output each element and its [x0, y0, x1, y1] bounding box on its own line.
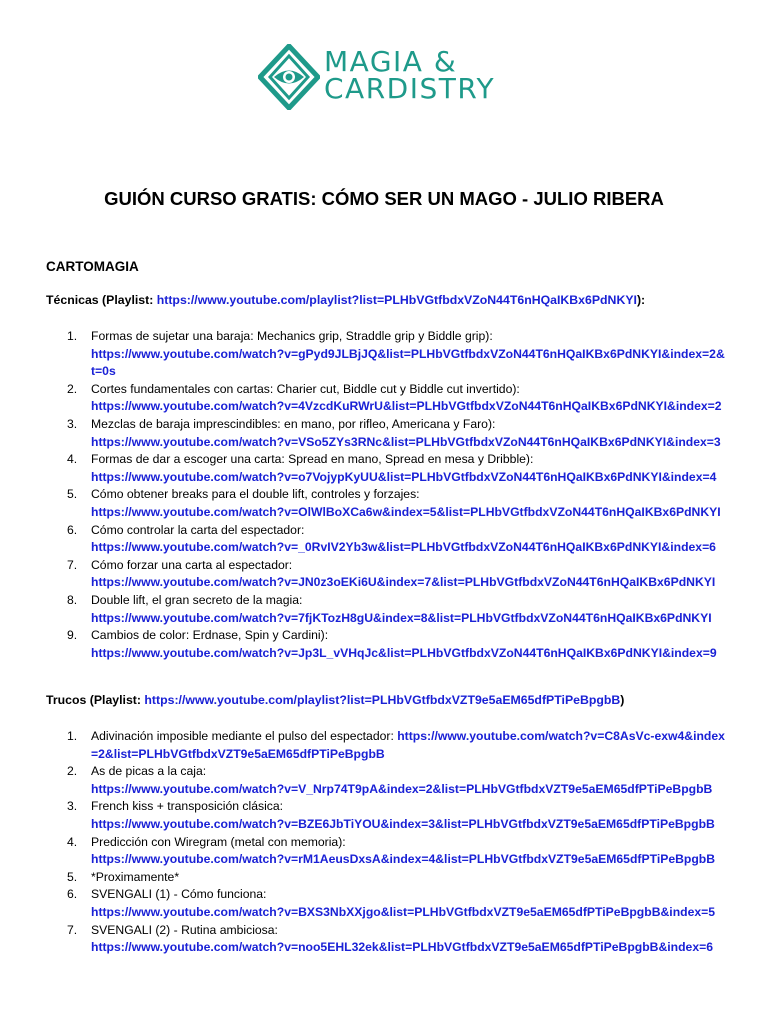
- video-link[interactable]: https://www.youtube.com/watch?v=4VzcdKuRWrU&list=PLHbVGtfbdxVZoN44T6nHQaIKBx6PdNKYI&index=2: [91, 399, 722, 414]
- list-item: [0, 592, 726, 627]
- document-title: GUIÓN CURSO GRATIS: CÓMO SER UN MAGO - JULIO RIBERA: [104, 188, 664, 209]
- list-item-text: Formas de dar a escoger una carta: Spread en mano, Spread en mesa y Dribble):: [91, 452, 534, 467]
- list-item-number: 5.: [67, 487, 78, 502]
- list-item-number: 2.: [67, 764, 78, 779]
- video-link[interactable]: https://www.youtube.com/watch?v=V_Nrp74T9pA&index=2&list=PLHbVGtfbdxVZT9e5aEM65dfPTiPeBpgbB: [91, 781, 713, 796]
- trucos-playlist-link[interactable]: https://www.youtube.com/playlist?list=PLHbVGtfbdxVZT9e5aEM65dfPTiPeBpgbB: [144, 693, 621, 707]
- logo-line-2: CARDISTRY: [324, 72, 496, 105]
- list-item-text: *Proximamente*: [91, 869, 180, 884]
- logo: [258, 44, 496, 110]
- list-item-number: 4.: [67, 452, 78, 467]
- video-link[interactable]: https://www.youtube.com/watch?v=o7VojypKyUU&list=PLHbVGtfbdxVZoN44T6nHQaIKBx6PdNKYI&index=4: [91, 469, 717, 484]
- video-link[interactable]: https://www.youtube.com/watch?v=JN0z3oEKi6U&index=7&list=PLHbVGtfbdxVZoN44T6nHQaIKBx6PdNKYI: [91, 575, 716, 590]
- list-item-text: Predicción con Wiregram (metal con memoria):: [91, 834, 346, 849]
- video-link[interactable]: https://www.youtube.com/watch?v=OlWlBoXCa6w&index=5&list=PLHbVGtfbdxVZoN44T6nHQaIKBx6PdNKYI: [91, 504, 721, 519]
- trucos-close: ): [620, 693, 625, 707]
- list-item-number: 3.: [67, 416, 78, 431]
- list-item-text: Double lift, el gran secreto de la magia:: [91, 592, 303, 607]
- list-item-text: Cómo forzar una carta al espectador:: [91, 557, 293, 572]
- list-item: [0, 834, 726, 869]
- eye-diamond-icon: [258, 44, 320, 110]
- tecnicas-heading: [46, 293, 645, 307]
- list-item: [0, 416, 726, 451]
- list-item-text: Cortes fundamentales con cartas: Charier cut, Biddle cut y Biddle cut invertido):: [91, 381, 520, 396]
- list-item-text: Cambios de color: Erdnase, Spin y Cardini):: [91, 628, 329, 643]
- list-item-number: 1.: [67, 329, 78, 343]
- list-item-number: 7.: [67, 557, 78, 572]
- list-item-text: Formas de sujetar una baraja: Mechanics grip, Straddle grip y Biddle grip):: [91, 329, 493, 343]
- list-item-number: 4.: [67, 834, 78, 849]
- list-item-number: 7.: [67, 922, 78, 937]
- list-item-number: 1.: [67, 729, 78, 743]
- logo-line-1: MAGIA &: [324, 45, 458, 78]
- video-link[interactable]: https://www.youtube.com/watch?v=VSo5ZYs3RNc&list=PLHbVGtfbdxVZoN44T6nHQaIKBx6PdNKYI&index=3: [91, 434, 721, 449]
- section-heading: CARTOMAGIA: [46, 259, 139, 274]
- tecnicas-label: Técnicas (Playlist:: [46, 293, 157, 307]
- list-item: [0, 381, 726, 416]
- list-item: [0, 486, 726, 521]
- list-item-text: SVENGALI (1) - Cómo funciona:: [91, 887, 267, 902]
- list-item-line: [91, 728, 726, 763]
- list-item-number: 5.: [67, 869, 78, 884]
- list-item-number: 9.: [67, 628, 78, 643]
- list-item: [0, 522, 726, 557]
- list-item: [0, 886, 726, 921]
- list-item-text: SVENGALI (2) - Rutina ambiciosa:: [91, 922, 278, 937]
- video-link[interactable]: https://www.youtube.com/watch?v=noo5EHL32ek&list=PLHbVGtfbdxVZT9e5aEM65dfPTiPeBpgbB&index=6: [91, 940, 714, 955]
- list-item-number: 6.: [67, 887, 78, 902]
- video-link[interactable]: https://www.youtube.com/watch?v=rM1AeusDxsA&index=4&list=PLHbVGtfbdxVZT9e5aEM65dfPTiPeBpgbB: [91, 852, 716, 867]
- list-item: [0, 557, 726, 592]
- video-link[interactable]: https://www.youtube.com/watch?v=BZE6JbTiYOU&index=3&list=PLHbVGtfbdxVZT9e5aEM65dfPTiPeBpgbB: [91, 816, 715, 831]
- video-link[interactable]: https://www.youtube.com/watch?v=C8AsVc-exw4&index=2&list=PLHbVGtfbdxVZT9e5aEM65dfPTiPeBpgbB: [91, 729, 725, 761]
- tecnicas-list: [0, 328, 768, 662]
- list-item: [0, 627, 726, 662]
- list-item-number: 6.: [67, 522, 78, 537]
- trucos-heading: [46, 693, 624, 707]
- list-item: [0, 451, 726, 486]
- list-item-text: As de picas a la caja:: [91, 764, 207, 779]
- video-link[interactable]: https://www.youtube.com/watch?v=7fjKTozH8gU&index=8&list=PLHbVGtfbdxVZoN44T6nHQaIKBx6PdNKYI: [91, 610, 712, 625]
- logo-wordmark: [324, 45, 496, 105]
- list-item-text: Mezclas de baraja imprescindibles: en mano, por rifleo, Americana y Faro):: [91, 416, 496, 431]
- video-link[interactable]: https://www.youtube.com/watch?v=_0RvIV2Yb3w&list=PLHbVGtfbdxVZoN44T6nHQaIKBx6PdNKYI&index=6: [91, 540, 716, 555]
- list-item: [0, 728, 726, 763]
- list-item-number: 2.: [67, 381, 78, 396]
- list-item-text: Cómo obtener breaks para el double lift, controles y forzajes:: [91, 487, 420, 502]
- list-item: [0, 869, 726, 887]
- list-item-number: 8.: [67, 592, 78, 607]
- trucos-label: Trucos (Playlist:: [46, 693, 145, 707]
- list-item: [0, 922, 726, 957]
- list-item: [0, 798, 726, 833]
- list-item-text: French kiss + transposición clásica:: [91, 799, 284, 814]
- list-item-text: Cómo controlar la carta del espectador:: [91, 522, 305, 537]
- trucos-list: [0, 728, 768, 957]
- video-link[interactable]: https://www.youtube.com/watch?v=Jp3L_vVHqJc&list=PLHbVGtfbdxVZoN44T6nHQaIKBx6PdNKYI&index=9: [91, 645, 717, 660]
- tecnicas-playlist-link[interactable]: https://www.youtube.com/playlist?list=PLHbVGtfbdxVZoN44T6nHQaIKBx6PdNKYI: [156, 293, 637, 307]
- list-item-text: Adivinación imposible mediante el pulso del espectador:: [91, 729, 398, 743]
- list-item: [0, 763, 726, 798]
- tecnicas-close: ):: [636, 293, 646, 307]
- video-link[interactable]: https://www.youtube.com/watch?v=BXS3NbXXjgo&list=PLHbVGtfbdxVZT9e5aEM65dfPTiPeBpgbB&index=5: [91, 904, 716, 919]
- list-item: [0, 328, 726, 381]
- video-link[interactable]: https://www.youtube.com/watch?v=gPyd9JLBjJQ&list=PLHbVGtfbdxVZoN44T6nHQaIKBx6PdNKYI&index=2&t=0s: [91, 346, 725, 379]
- list-item-number: 3.: [67, 799, 78, 814]
